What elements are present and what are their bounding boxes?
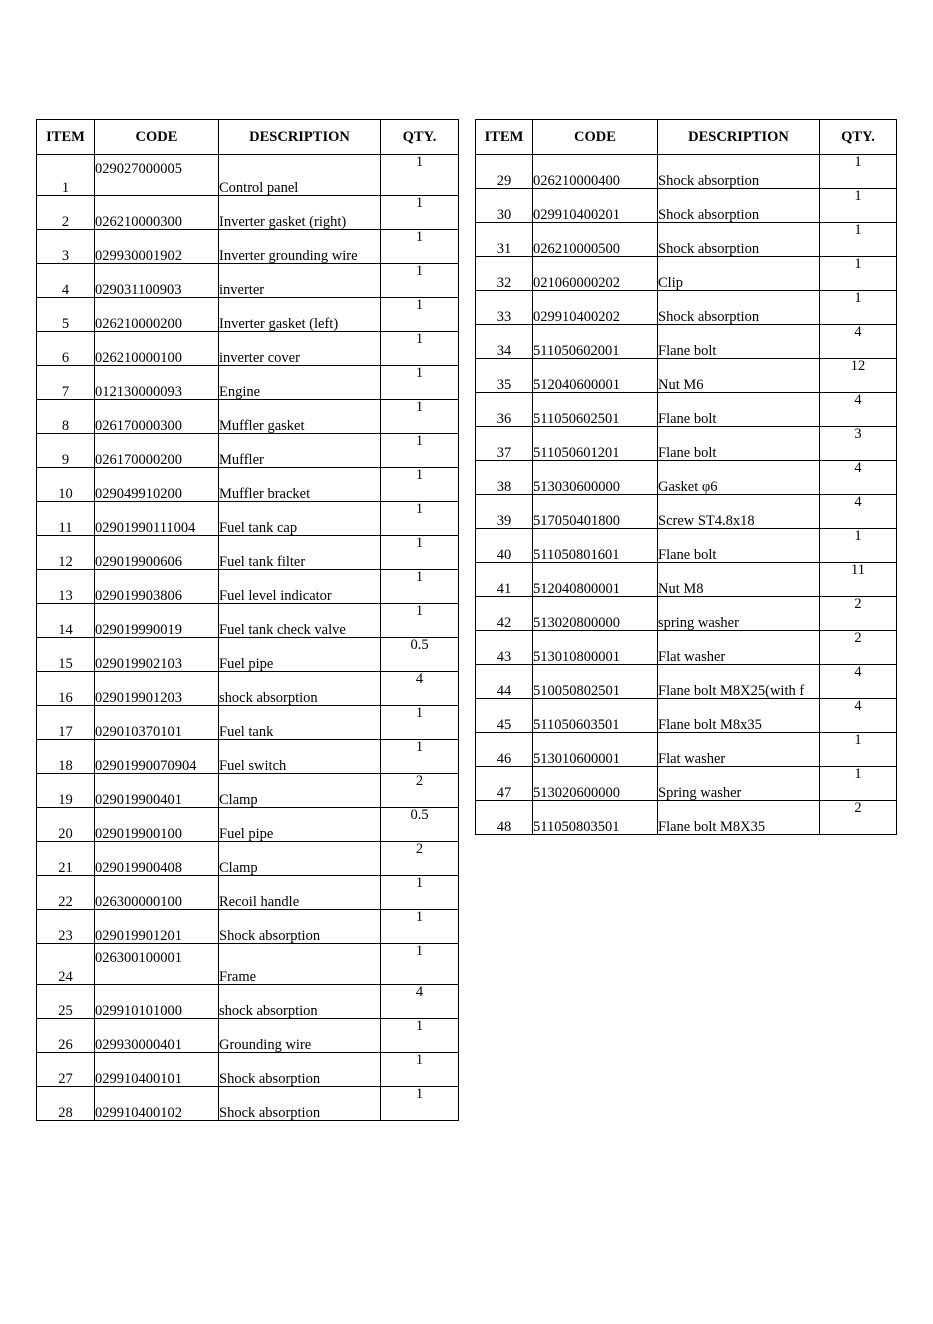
part-code: 513010600001 (533, 733, 658, 767)
table-row (476, 733, 897, 767)
item-number: 4 (37, 264, 95, 298)
part-description: Gasket φ6 (658, 461, 820, 495)
part-description: Shock absorption (219, 910, 381, 944)
item-number: 23 (37, 910, 95, 944)
part-quantity: 12 (820, 359, 897, 393)
part-quantity: 4 (381, 985, 459, 1019)
part-code: 029019901201 (95, 910, 219, 944)
part-description: Nut M6 (658, 359, 820, 393)
part-code: 029031100903 (95, 264, 219, 298)
part-code: 012130000093 (95, 366, 219, 400)
part-quantity: 2 (381, 842, 459, 876)
part-code: 02901990111004 (95, 502, 219, 536)
item-number: 22 (37, 876, 95, 910)
part-quantity: 4 (820, 665, 897, 699)
table-row (37, 842, 459, 876)
header-qty: QTY. (820, 120, 897, 155)
table-row (476, 461, 897, 495)
part-code: 511050801601 (533, 529, 658, 563)
table-row (37, 876, 459, 910)
part-quantity: 1 (381, 944, 459, 985)
item-number: 48 (476, 801, 533, 835)
table-row (37, 638, 459, 672)
part-quantity: 4 (820, 699, 897, 733)
item-number: 26 (37, 1019, 95, 1053)
part-description: Fuel tank cap (219, 502, 381, 536)
part-description: Clamp (219, 842, 381, 876)
part-code: 029010370101 (95, 706, 219, 740)
table-row (37, 400, 459, 434)
table-row (37, 264, 459, 298)
part-quantity: 1 (820, 223, 897, 257)
part-code: 029027000005 (95, 155, 219, 196)
item-number: 33 (476, 291, 533, 325)
part-quantity: 1 (820, 189, 897, 223)
item-number: 47 (476, 767, 533, 801)
item-number: 40 (476, 529, 533, 563)
part-code: 511050603501 (533, 699, 658, 733)
table-row (37, 366, 459, 400)
table-row (476, 631, 897, 665)
part-description: Flat washer (658, 733, 820, 767)
part-description: Flane bolt (658, 427, 820, 461)
item-number: 15 (37, 638, 95, 672)
part-description: Fuel tank (219, 706, 381, 740)
table-row (476, 665, 897, 699)
item-number: 2 (37, 196, 95, 230)
item-number: 37 (476, 427, 533, 461)
item-number: 46 (476, 733, 533, 767)
part-description: Grounding wire (219, 1019, 381, 1053)
table-row (37, 468, 459, 502)
part-description: Inverter gasket (left) (219, 298, 381, 332)
part-quantity: 4 (820, 495, 897, 529)
part-quantity: 1 (381, 876, 459, 910)
part-code: 029019900401 (95, 774, 219, 808)
part-code: 512040800001 (533, 563, 658, 597)
part-code: 026210000200 (95, 298, 219, 332)
table-row (37, 502, 459, 536)
part-code: 029910101000 (95, 985, 219, 1019)
part-quantity: 1 (381, 468, 459, 502)
part-quantity: 1 (820, 291, 897, 325)
part-description: Frame (219, 944, 381, 985)
item-number: 38 (476, 461, 533, 495)
part-quantity: 4 (820, 325, 897, 359)
part-quantity: 1 (381, 155, 459, 196)
item-number: 45 (476, 699, 533, 733)
part-code: 02901990070904 (95, 740, 219, 774)
item-number: 21 (37, 842, 95, 876)
part-description: spring washer (658, 597, 820, 631)
item-number: 30 (476, 189, 533, 223)
item-number: 5 (37, 298, 95, 332)
table-row (476, 291, 897, 325)
table-row (37, 196, 459, 230)
part-code: 029019900100 (95, 808, 219, 842)
part-description: Shock absorption (219, 1053, 381, 1087)
parts-table-left (36, 119, 459, 1121)
part-quantity: 11 (820, 563, 897, 597)
part-code: 029019990019 (95, 604, 219, 638)
table-row (37, 434, 459, 468)
part-code: 510050802501 (533, 665, 658, 699)
header-description: DESCRIPTION (658, 120, 820, 155)
parts-table-right (475, 119, 897, 835)
part-code: 026210000400 (533, 155, 658, 189)
part-description: Shock absorption (658, 189, 820, 223)
item-number: 13 (37, 570, 95, 604)
header-row (476, 120, 897, 155)
table-row (37, 774, 459, 808)
item-number: 17 (37, 706, 95, 740)
part-description: shock absorption (219, 672, 381, 706)
item-number: 31 (476, 223, 533, 257)
part-quantity: 2 (820, 597, 897, 631)
part-quantity: 1 (381, 740, 459, 774)
part-description: Muffler gasket (219, 400, 381, 434)
item-number: 24 (37, 944, 95, 985)
part-description: Engine (219, 366, 381, 400)
part-code: 029019900408 (95, 842, 219, 876)
part-code: 026170000200 (95, 434, 219, 468)
table-row (37, 536, 459, 570)
part-quantity: 0.5 (381, 808, 459, 842)
item-number: 1 (37, 155, 95, 196)
header-code: CODE (533, 120, 658, 155)
item-number: 27 (37, 1053, 95, 1087)
table-row (476, 223, 897, 257)
part-quantity: 1 (381, 230, 459, 264)
item-number: 25 (37, 985, 95, 1019)
part-code: 029019902103 (95, 638, 219, 672)
part-quantity: 3 (820, 427, 897, 461)
table-row (37, 604, 459, 638)
table-row (37, 332, 459, 366)
table-row (37, 672, 459, 706)
part-code: 029019900606 (95, 536, 219, 570)
part-code: 513010800001 (533, 631, 658, 665)
table-row (476, 801, 897, 835)
header-description: DESCRIPTION (219, 120, 381, 155)
part-description: Flane bolt (658, 325, 820, 359)
part-quantity: 1 (820, 529, 897, 563)
part-quantity: 4 (820, 393, 897, 427)
part-description: Clip (658, 257, 820, 291)
item-number: 41 (476, 563, 533, 597)
item-number: 36 (476, 393, 533, 427)
part-description: Flat washer (658, 631, 820, 665)
part-code: 513020800000 (533, 597, 658, 631)
part-code: 513020600000 (533, 767, 658, 801)
part-quantity: 1 (820, 155, 897, 189)
table-row (476, 529, 897, 563)
header-row (37, 120, 459, 155)
part-description: Inverter gasket (right) (219, 196, 381, 230)
item-number: 14 (37, 604, 95, 638)
part-description: Nut M8 (658, 563, 820, 597)
item-number: 3 (37, 230, 95, 264)
table-row (37, 706, 459, 740)
part-code: 026210000500 (533, 223, 658, 257)
item-number: 42 (476, 597, 533, 631)
table-row (476, 699, 897, 733)
part-code: 029910400102 (95, 1087, 219, 1121)
item-number: 43 (476, 631, 533, 665)
item-number: 35 (476, 359, 533, 393)
part-quantity: 1 (381, 196, 459, 230)
part-code: 029910400202 (533, 291, 658, 325)
table-row (37, 910, 459, 944)
table-row (476, 155, 897, 189)
part-quantity: 2 (381, 774, 459, 808)
table-row (37, 1019, 459, 1053)
part-code: 021060000202 (533, 257, 658, 291)
part-quantity: 1 (820, 257, 897, 291)
header-item: ITEM (476, 120, 533, 155)
item-number: 39 (476, 495, 533, 529)
part-quantity: 2 (820, 631, 897, 665)
table-row (37, 1087, 459, 1121)
item-number: 9 (37, 434, 95, 468)
part-quantity: 1 (820, 767, 897, 801)
item-number: 44 (476, 665, 533, 699)
part-quantity: 1 (381, 570, 459, 604)
item-number: 8 (37, 400, 95, 434)
part-code: 511050803501 (533, 801, 658, 835)
header-item: ITEM (37, 120, 95, 155)
item-number: 16 (37, 672, 95, 706)
part-description: Flane bolt M8x35 (658, 699, 820, 733)
part-description: Muffler bracket (219, 468, 381, 502)
part-code: 029910400101 (95, 1053, 219, 1087)
part-code: 029930001902 (95, 230, 219, 264)
item-number: 10 (37, 468, 95, 502)
part-quantity: 1 (381, 298, 459, 332)
part-description: Shock absorption (219, 1087, 381, 1121)
part-description: Inverter grounding wire (219, 230, 381, 264)
part-code: 026300100001 (95, 944, 219, 985)
table-row (37, 230, 459, 264)
part-code: 026210000100 (95, 332, 219, 366)
part-quantity: 1 (381, 1087, 459, 1121)
part-description: Fuel tank check valve (219, 604, 381, 638)
item-number: 11 (37, 502, 95, 536)
table-row (37, 740, 459, 774)
part-quantity: 1 (381, 1019, 459, 1053)
part-quantity: 1 (820, 733, 897, 767)
part-quantity: 1 (381, 706, 459, 740)
part-code: 511050601201 (533, 427, 658, 461)
part-description: Clamp (219, 774, 381, 808)
table-row (476, 325, 897, 359)
part-code: 513030600000 (533, 461, 658, 495)
part-code: 512040600001 (533, 359, 658, 393)
table-row (476, 495, 897, 529)
part-quantity: 1 (381, 434, 459, 468)
part-quantity: 4 (820, 461, 897, 495)
item-number: 34 (476, 325, 533, 359)
item-number: 12 (37, 536, 95, 570)
table-row (37, 944, 459, 985)
part-quantity: 1 (381, 604, 459, 638)
table-row (476, 563, 897, 597)
part-description: Recoil handle (219, 876, 381, 910)
part-code: 026300000100 (95, 876, 219, 910)
table-row (37, 155, 459, 196)
part-code: 511050602501 (533, 393, 658, 427)
part-quantity: 1 (381, 332, 459, 366)
part-description: inverter (219, 264, 381, 298)
item-number: 28 (37, 1087, 95, 1121)
part-description: Shock absorption (658, 155, 820, 189)
table-row (476, 393, 897, 427)
part-code: 029019903806 (95, 570, 219, 604)
part-description: Flane bolt M8X35 (658, 801, 820, 835)
table-row (476, 189, 897, 223)
part-code: 029930000401 (95, 1019, 219, 1053)
item-number: 20 (37, 808, 95, 842)
part-description: Fuel pipe (219, 808, 381, 842)
table-row (476, 359, 897, 393)
table-row (476, 767, 897, 801)
part-description: Spring washer (658, 767, 820, 801)
part-description: Fuel pipe (219, 638, 381, 672)
table-row (476, 427, 897, 461)
part-description: Control panel (219, 155, 381, 196)
part-description: Muffler (219, 434, 381, 468)
item-number: 6 (37, 332, 95, 366)
part-quantity: 2 (820, 801, 897, 835)
table-row (476, 597, 897, 631)
part-description: Screw ST4.8x18 (658, 495, 820, 529)
part-quantity: 1 (381, 264, 459, 298)
part-description: Shock absorption (658, 291, 820, 325)
part-code: 026170000300 (95, 400, 219, 434)
part-quantity: 1 (381, 910, 459, 944)
part-quantity: 1 (381, 536, 459, 570)
item-number: 32 (476, 257, 533, 291)
part-code: 029019901203 (95, 672, 219, 706)
part-description: Flane bolt (658, 393, 820, 427)
part-quantity: 1 (381, 366, 459, 400)
table-row (37, 298, 459, 332)
item-number: 29 (476, 155, 533, 189)
table-row (37, 1053, 459, 1087)
part-quantity: 0.5 (381, 638, 459, 672)
part-description: Fuel switch (219, 740, 381, 774)
item-number: 18 (37, 740, 95, 774)
part-code: 026210000300 (95, 196, 219, 230)
part-description: Fuel tank filter (219, 536, 381, 570)
table-row (476, 257, 897, 291)
table-row (37, 808, 459, 842)
part-code: 511050602001 (533, 325, 658, 359)
part-description: shock absorption (219, 985, 381, 1019)
header-code: CODE (95, 120, 219, 155)
part-quantity: 1 (381, 400, 459, 434)
table-row (37, 570, 459, 604)
table-row (37, 985, 459, 1019)
part-quantity: 1 (381, 502, 459, 536)
part-quantity: 4 (381, 672, 459, 706)
header-qty: QTY. (381, 120, 459, 155)
part-description: Fuel level indicator (219, 570, 381, 604)
part-description: Flane bolt M8X25(with f (658, 665, 820, 699)
item-number: 7 (37, 366, 95, 400)
part-quantity: 1 (381, 1053, 459, 1087)
part-code: 517050401800 (533, 495, 658, 529)
part-code: 029049910200 (95, 468, 219, 502)
part-description: Shock absorption (658, 223, 820, 257)
item-number: 19 (37, 774, 95, 808)
part-code: 029910400201 (533, 189, 658, 223)
part-description: Flane bolt (658, 529, 820, 563)
part-description: inverter cover (219, 332, 381, 366)
